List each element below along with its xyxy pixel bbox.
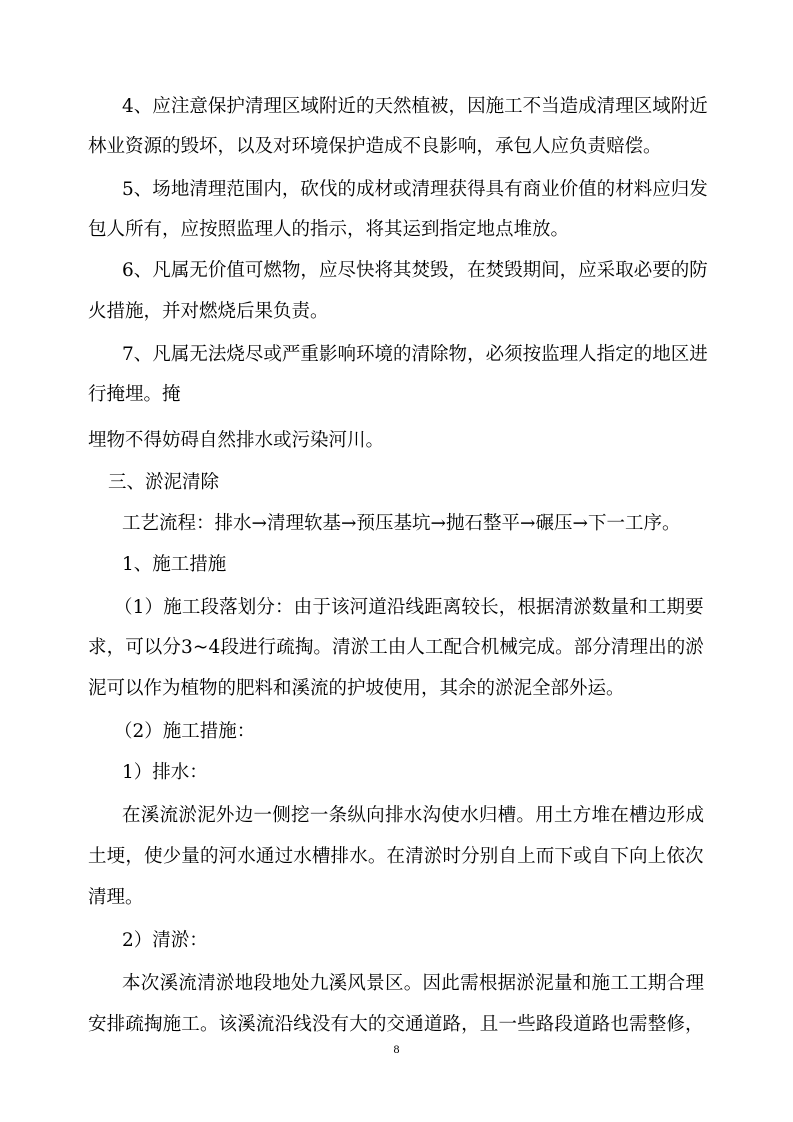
page-number: 8 xyxy=(393,1042,400,1056)
subsection-heading: 1）排水： xyxy=(122,762,208,783)
paragraph-line: 6 、 凡 属 无 价 值 可 燃 物 ， 应 尽 快 将 其 焚 毁 ， 在 焚 毁 期 间 ， 应 采 取 必 要 的 防 xyxy=(122,260,708,281)
subsection-heading: 2）清淤： xyxy=(122,930,208,951)
paragraph-line: 5 、 场 地 清 理 范 围 内 ， 砍 伐 的 成 材 或 清 理 获 得 具 有 商 业 价 值 的 材 料 应 归 发 xyxy=(122,179,708,200)
paragraph-line: 包人所有，应按照监理人的指示，将其运到指定地点堆放。 xyxy=(88,219,570,240)
paragraph-line: 本 次 溪 流 清 淤 地 段 地 处 九 溪 风 景 区 。 因 此 需 根 据 淤 泥 量 和 施 工 工 期 合 理 xyxy=(122,973,704,994)
paragraph-line: 土 埂 ， 使 少 量 的 河 水 通 过 水 槽 排 水 。 在 清 淤 时 分 别 自 上 而 下 或 自 下 向 上 依 次 xyxy=(88,846,704,867)
paragraph-line: 埋物不得妨碍自然排水或污染河川。 xyxy=(88,430,385,451)
paragraph-line: 火措施，并对燃烧后果负责。 xyxy=(88,301,329,322)
section-heading: 三、淤泥清除 xyxy=(108,472,220,493)
subsection-heading: 1、施工措施 xyxy=(122,554,227,575)
paragraph-line: 行掩埋。掩 xyxy=(88,384,181,405)
subsection-heading: （2）施工措施： xyxy=(114,721,256,742)
paragraph-line: 7 、 凡 属 无 法 烧 尽 或 严 重 影 响 环 境 的 清 除 物 ， 必 须 按 监 理 人 指 定 的 地 区 进 xyxy=(122,344,708,365)
paragraph-line: 安 排 疏 掏 施 工 。 该 溪 流 沿 线 没 有 大 的 交 通 道 路 ， 且 一 些 路 段 道 路 也 需 整 修 ， xyxy=(88,1014,704,1035)
paragraph-line: 林业资源的毁坏，以及对环境保护造成不良影响，承包人应负责赔偿。 xyxy=(88,136,662,157)
paragraph-line: 求 ， 可 以 分 3 ~ 4 段 进 行 疏 掏 。 清 淤 工 由 人 工 配 合 机 械 完 成 。 部 分 清 理 出 的 淤 xyxy=(88,637,704,658)
paragraph-line: 4 、 应 注 意 保 护 清 理 区 域 附 近 的 天 然 植 被 ， 因 施 工 不 当 造 成 清 理 区 域 附 近 xyxy=(122,96,708,117)
paragraph-line: 泥可以作为植物的肥料和溪流的护坡使用，其余的淤泥全部外运。 xyxy=(88,678,625,699)
paragraph-line: 在 溪 流 淤 泥 外 边 一 侧 挖 一 条 纵 向 排 水 沟 使 水 归 槽 。 用 土 方 堆 在 槽 边 形 成 xyxy=(122,805,704,826)
paragraph-line: （ 1 ） 施 工 段 落 划 分 ： 由 于 该 河 道 沿 线 距 离 较 长 ， 根 据 清 淤 数 量 和 工 期 要 xyxy=(114,597,704,618)
process-flow-line: 工艺流程：排水→清理软基→预压基坑→抛石整平→碾压→下一工序。 xyxy=(122,513,681,534)
paragraph-line: 清理。 xyxy=(88,887,144,908)
